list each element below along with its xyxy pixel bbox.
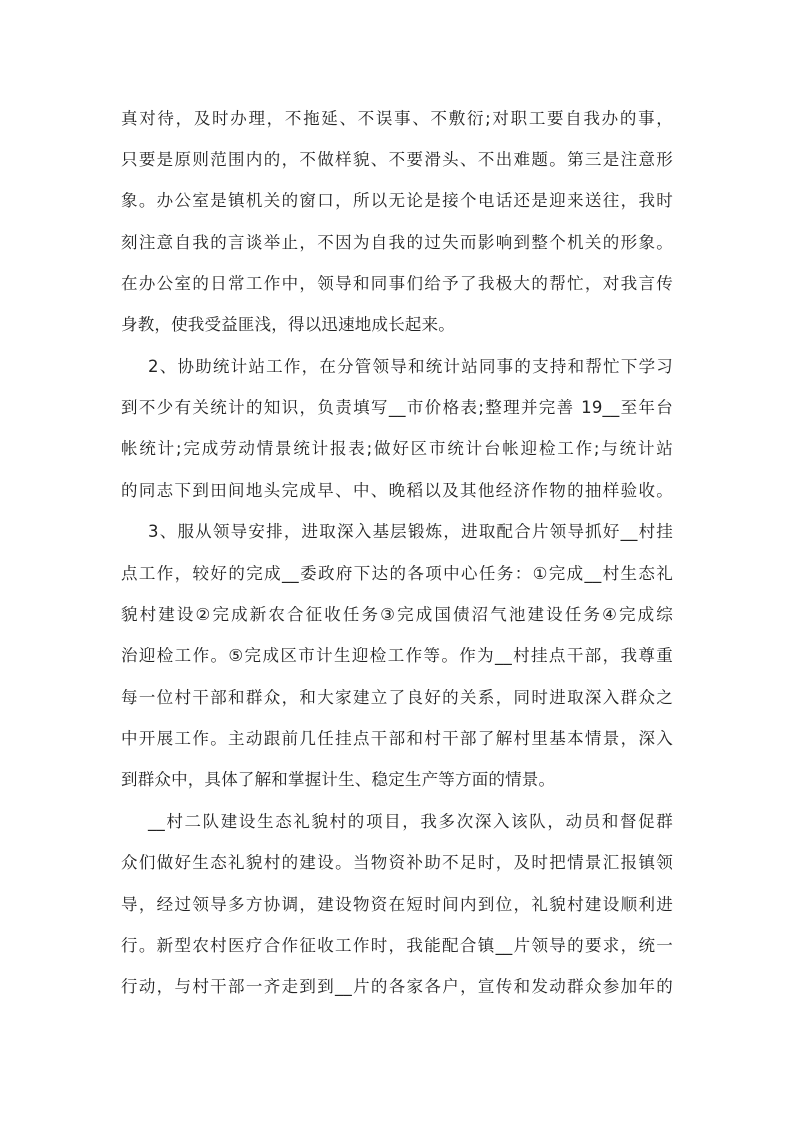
text-line: 点工作，较好的完成__委政府下达的各项中心任务：①完成__村生态礼 (121, 564, 673, 583)
text-line: 帐统计;完成劳动情景统计报表;做好区市统计台帐迎检工作;与统计站 (121, 439, 673, 458)
text-line: 只要是原则范围内的，不做样貌、不要滑头、不出难题。第三是注意形 (121, 150, 673, 169)
text-line: 在办公室的日常工作中，领导和同事们给予了我极大的帮忙，对我言传 (121, 274, 673, 293)
text-line: 真对待，及时办理，不拖延、不误事、不敷衍;对职工要自我办的事， (121, 109, 673, 128)
text-line: 3、服从领导安排，进取深入基层锻炼，进取配合片领导抓好__村挂 (148, 522, 673, 541)
text-line: 导，经过领导多方协调，建设物资在短时间内到位，礼貌村建设顺利进 (121, 895, 673, 914)
text-line: 到群众中，具体了解和掌握计生、稳定生产等方面的情景。 (121, 770, 556, 789)
text-line: 众们做好生态礼貌村的建设。当物资补助不足时，及时把情景汇报镇领 (121, 853, 673, 872)
text-line: 治迎检工作。⑤完成区市计生迎检工作等。作为__村挂点干部，我尊重 (121, 646, 673, 665)
text-line: 到不少有关统计的知识，负责填写__市价格表;整理并完善 19__至年台 (121, 398, 673, 417)
text-line: 每一位村干部和群众，和大家建立了良好的关系，同时进取深入群众之 (121, 688, 673, 707)
text-line: 身教，使我受益匪浅，得以迅速地成长起来。 (121, 315, 455, 334)
text-line: 中开展工作。主动跟前几任挂点干部和村干部了解村里基本情景，深入 (121, 729, 673, 748)
text-line: 行动，与村干部一齐走到到__片的各家各户，宣传和发动群众参加年的 (121, 977, 673, 996)
text-line: __村二队建设生态礼貌村的项目，我多次深入该队，动员和督促群 (148, 812, 673, 831)
text-line: 行。新型农村医疗合作征收工作时，我能配合镇__片领导的要求，统一 (121, 936, 673, 955)
text-line: 的同志下到田间地头完成早、中、晚稻以及其他经济作物的抽样验收。 (121, 481, 673, 500)
text-line: 貌村建设②完成新农合征收任务③完成国债沼气池建设任务④完成综 (121, 605, 673, 624)
text-line: 刻注意自我的言谈举止，不因为自我的过失而影响到整个机关的形象。 (121, 233, 673, 252)
text-line: 2、协助统计站工作，在分管领导和统计站同事的支持和帮忙下学习 (148, 357, 673, 376)
text-line: 象。办公室是镇机关的窗口，所以无论是接个电话还是迎来送往，我时 (121, 191, 673, 210)
